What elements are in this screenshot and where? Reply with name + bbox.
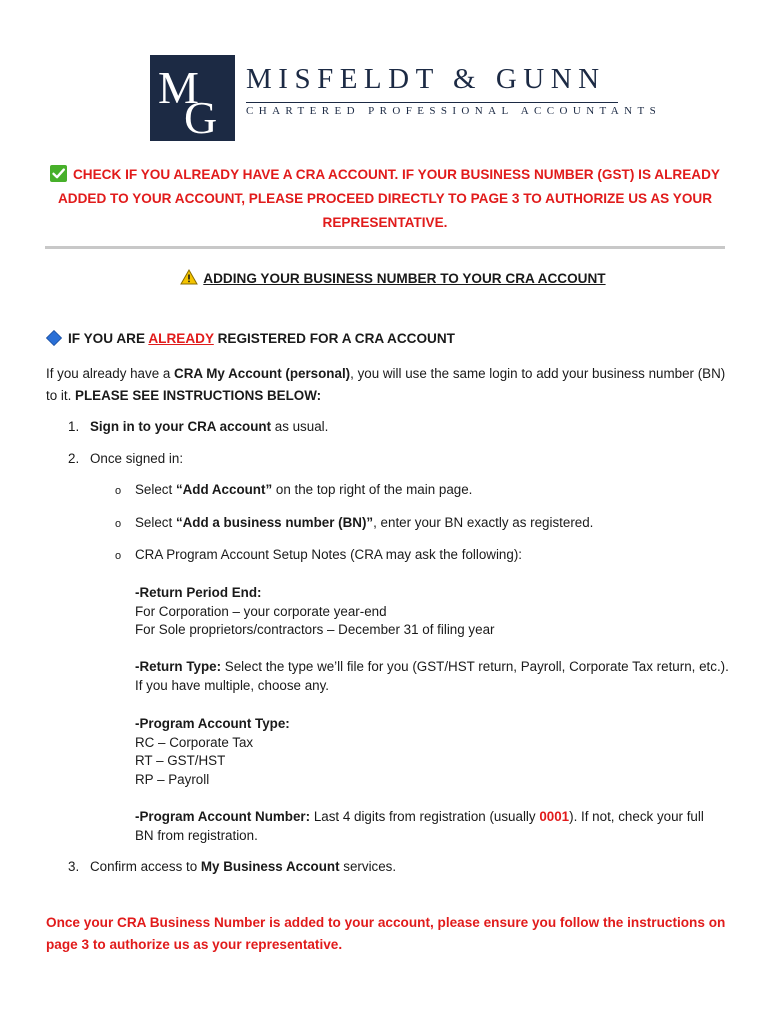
bullet-circle-icon: o (115, 518, 122, 530)
step-text: as usual. (271, 419, 329, 434)
intro-bold-instructions: PLEASE SEE INSTRUCTIONS BELOW: (75, 388, 322, 403)
warning-icon (180, 269, 198, 285)
logo-divider (246, 102, 618, 103)
section-title: ADDING YOUR BUSINESS NUMBER TO YOUR CRA ACCOUNT (203, 271, 606, 286)
note-program-number (135, 808, 710, 845)
note-line: For Corporation – your corporate year-end (135, 603, 387, 619)
step-1 (68, 419, 328, 434)
bullet-setup-notes (115, 547, 522, 562)
bullet-circle-icon: o (115, 550, 122, 562)
step-2 (68, 451, 183, 466)
intro-bold-account: CRA My Account (personal) (174, 366, 351, 381)
step-number: 3. (68, 859, 80, 874)
bullet-bold: “Add a business number (BN)” (175, 515, 374, 530)
firm-name: MISFELDT & GUNN (246, 63, 606, 95)
intro-paragraph (46, 363, 736, 407)
step-bold: Sign in to your CRA account (90, 419, 272, 434)
svg-text:M: M (158, 62, 199, 113)
step-number: 2. (68, 451, 80, 466)
note-label: -Program Account Type: (135, 716, 290, 731)
intro-text-continued: , you will use the same login to add your business number (BN) to it. (46, 366, 726, 403)
bullet-circle-icon: o (115, 485, 122, 497)
svg-text:G: G (184, 92, 218, 141)
check-icon (50, 165, 67, 182)
note-text: Select the type we’ll file for you (GST/HST return, Payroll, Corporate Tax return, etc.). If you have multiple, choose any. (135, 659, 729, 693)
note-program-type (135, 715, 735, 789)
subsection-emphasis: ALREADY (148, 331, 214, 346)
step-3 (68, 859, 396, 874)
blue-diamond-icon (46, 330, 62, 346)
note-label: -Return Type: (135, 659, 222, 674)
closing-reminder: Once your CRA Business Number is added to your account, please ensure you follow the instructions on page 3 to authorize us as your representative. (46, 915, 726, 952)
step-text: Confirm access to (90, 859, 201, 874)
bullet-text: CRA Program Account Setup Notes (CRA may ask the following): (135, 547, 523, 562)
note-text: Last 4 digits from registration (usually (310, 809, 540, 824)
intro-text: If you already have a (46, 366, 175, 381)
step-text: services. (339, 859, 397, 874)
note-label: -Return Period End: (135, 585, 262, 600)
bullet-add-bn (115, 515, 593, 530)
step-text: Once signed in: (90, 451, 184, 466)
proceed-notice (40, 163, 730, 235)
note-line: RC – Corporate Tax (135, 734, 254, 750)
note-highlight: 0001 (539, 809, 570, 824)
note-line: RT – GST/HST (135, 753, 226, 768)
bullet-text: on the top right of the main page. (272, 482, 473, 497)
bullet-text: , enter your BN exactly as registered. (373, 515, 594, 530)
section-heading (180, 269, 620, 286)
note-return-period (135, 584, 735, 640)
step-number: 1. (68, 419, 80, 434)
section-divider (45, 246, 725, 249)
subsection-suffix: REGISTERED FOR A CRA ACCOUNT (213, 331, 455, 346)
notice-text: CHECK IF YOU ALREADY HAVE A CRA ACCOUNT. IF YOUR BUSINESS NUMBER (GST) IS ALREADY ADDED TO YOUR ACCOUNT, PLEASE PROCEED DIRECTLY TO PAGE 3 TO AUTHORIZE US AS YOUR REPRESENTATIVE. (57, 167, 720, 230)
monogram-logo-icon (150, 55, 235, 141)
firm-subtitle: CHARTERED PROFESSIONAL ACCOUNTANTS (246, 105, 662, 117)
note-line: RP – Payroll (135, 771, 210, 787)
step-bold: My Business Account (200, 859, 340, 874)
bullet-text: Select (135, 482, 176, 497)
bullet-add-account (115, 482, 472, 497)
subsection-prefix: IF YOU ARE (68, 331, 149, 346)
bullet-bold: “Add Account” (175, 482, 273, 497)
bullet-text: Select (135, 515, 176, 530)
note-text: ). If not, check your full BN from registration. (135, 809, 704, 843)
note-line: For Sole proprietors/contractors – December 31 of filing year (135, 622, 495, 637)
firm-logo (150, 55, 662, 141)
note-return-type (135, 658, 730, 695)
note-label: -Program Account Number: (135, 809, 311, 824)
subsection-heading (46, 330, 455, 346)
